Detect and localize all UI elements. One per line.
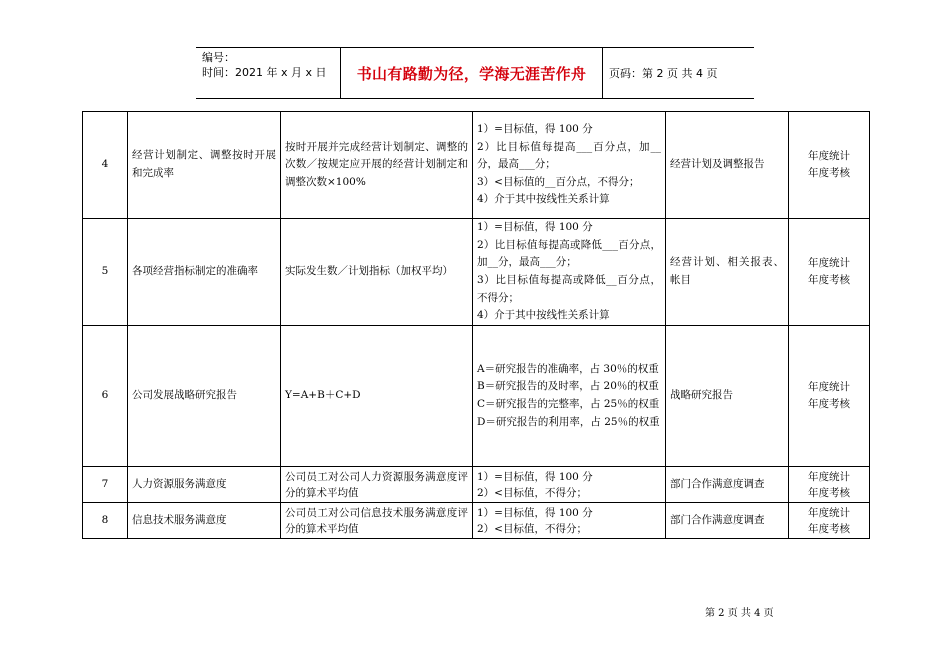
row-number: 8 (83, 503, 128, 539)
period-assess: 年度考核 (808, 522, 850, 535)
standard-line: 1）=目标值，得 100 分 (477, 123, 593, 136)
data-source: 经营计划及调整报告 (666, 112, 789, 219)
table-row (83, 112, 870, 219)
standard-line: 1）=目标值，得 100 分 (477, 470, 593, 483)
period-stat: 年度统计 (808, 381, 850, 393)
assessment-period (789, 326, 870, 467)
document-date-label: 时间：2021 年 x 月 x 日 (202, 66, 327, 79)
calculation-formula: 公司员工对公司人力资源服务满意度评分的算术平均值 (281, 467, 473, 503)
header-meta (202, 50, 342, 80)
calculation-formula: 按时开展并完成经营计划制定、调整的次数／按规定应开展的经营计划制定和调整次数×100% (281, 112, 473, 219)
standard-line: D＝研究报告的利用率，占 25％的权重 (477, 415, 660, 428)
calculation-formula: 公司员工对公司信息技术服务满意度评分的算术平均值 (281, 503, 473, 539)
standard-line: C＝研究报告的完整率，占 25％的权重 (477, 398, 660, 410)
table-row (83, 326, 870, 467)
standard-line: B＝研究报告的及时率，占 20％的权重 (477, 380, 659, 393)
document-number-label: 编号： (202, 51, 235, 64)
scoring-standard (473, 219, 666, 326)
indicator-name: 经营计划制定、调整按时开展和完成率 (128, 112, 281, 219)
assessment-period (789, 112, 870, 219)
period-stat: 年度统计 (808, 150, 850, 162)
row-number: 7 (83, 467, 128, 503)
data-source: 经营计划、相关报表、帐目 (666, 219, 789, 326)
row-number: 5 (83, 219, 128, 326)
header-motto: 书山有路勤为径，学海无涯苦作舟 (340, 48, 603, 98)
calculation-formula: 实际发生数／计划指标（加权平均） (281, 219, 473, 326)
period-assess: 年度考核 (808, 486, 850, 499)
header-page-number: 页码：第 2 页 共 4 页 (609, 67, 718, 80)
indicator-name: 各项经营指标制定的准确率 (128, 219, 281, 326)
row-number: 4 (83, 112, 128, 219)
table-row (83, 503, 870, 539)
standard-line: 1）=目标值，得 100 分 (477, 506, 593, 519)
standard-line: 2）比目标值每提高或降低___百分点，加__分，最高___分； (477, 238, 661, 269)
data-source: 部门合作满意度调查 (666, 467, 789, 503)
row-number: 6 (83, 326, 128, 467)
assessment-period (789, 503, 870, 539)
table-row (83, 467, 870, 503)
period-stat: 年度统计 (808, 470, 850, 483)
standard-line: 4）介于其中按线性关系计算 (477, 193, 610, 206)
assessment-period (789, 467, 870, 503)
period-stat: 年度统计 (808, 506, 850, 519)
standard-line: 1）=目标值，得 100 分 (477, 221, 593, 234)
assessment-period (789, 219, 870, 326)
page-header (196, 47, 754, 99)
indicator-name: 信息技术服务满意度 (128, 503, 281, 539)
period-assess: 年度考核 (808, 398, 850, 410)
standard-line: 3）比目标值每提高或降低__百分点，不得分； (477, 274, 661, 304)
standard-line: A＝研究报告的准确率，占 30％的权重 (477, 362, 659, 375)
scoring-standard (473, 112, 666, 219)
calculation-formula: Y=A+B＋C+D (281, 326, 473, 467)
period-assess: 年度考核 (808, 274, 850, 286)
scoring-standard (473, 467, 666, 503)
data-source: 战略研究报告 (666, 326, 789, 467)
indicator-name: 公司发展战略研究报告 (128, 326, 281, 467)
page-footer: 第 2 页 共 4 页 (705, 608, 774, 619)
scoring-standard (473, 503, 666, 539)
indicator-name: 人力资源服务满意度 (128, 467, 281, 503)
scoring-standard (473, 326, 666, 467)
standard-line: 2）比目标值每提高___百分点，加__分，最高___分； (477, 140, 661, 171)
period-assess: 年度考核 (808, 167, 850, 179)
standard-line: 2）<目标值，不得分； (477, 522, 587, 535)
table-row (83, 219, 870, 326)
standard-line: 2）<目标值，不得分； (477, 486, 587, 499)
data-source: 部门合作满意度调查 (666, 503, 789, 539)
standard-line: 4）介于其中按线性关系计算 (477, 309, 610, 322)
standard-line: 3）<目标值的__百分点，不得分； (477, 175, 640, 188)
period-stat: 年度统计 (808, 257, 850, 269)
kpi-table (82, 111, 870, 539)
